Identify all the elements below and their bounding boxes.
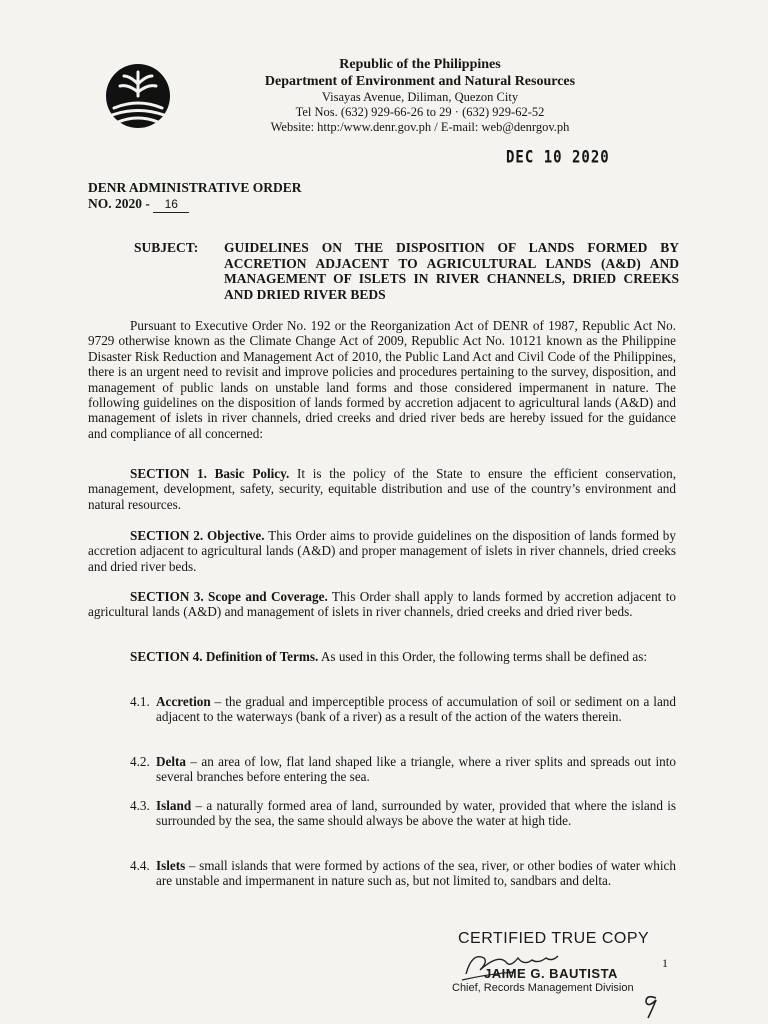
- handwritten-initial-icon: [640, 992, 662, 1020]
- certified-true-copy-stamp: [452, 930, 688, 994]
- section-heading: SECTION 3. Scope and Coverage.: [130, 589, 328, 604]
- term-name: Delta: [156, 754, 187, 769]
- order-title: DENR ADMINISTRATIVE ORDER: [88, 180, 302, 195]
- section-heading: SECTION 2. Objective.: [130, 528, 265, 543]
- term-definition: – the gradual and imperceptible process of accumulation of soil or sediment on a land adjacent to the waterways (bank of a river) as a result of the action of the waters therein.: [156, 694, 676, 725]
- section-text: This Order aims to provide guidelines on the disposition of lands formed by accretion adjacent to agricultural lands (A&D) and proper management of islets in river channels, dried creeks and dried river beds.: [88, 528, 676, 574]
- certifier-name: JAIME G. BAUTISTA: [484, 966, 618, 981]
- section-text: As used in this Order, the following terms shall be defined as:: [318, 649, 648, 664]
- order-heading: [88, 180, 302, 213]
- term-number: 4.3.: [130, 798, 150, 813]
- term-name: Island: [156, 798, 192, 813]
- section-text: This Order shall apply to lands formed by accretion adjacent to agricultural lands (A&D) and management of islets in river channels, dried creeks and dried river beds.: [88, 589, 676, 620]
- order-number: [88, 196, 302, 213]
- order-number-prefix: NO. 2020 -: [88, 196, 154, 211]
- term-item: [130, 694, 676, 725]
- certifier-role: Chief, Records Management Division: [452, 982, 634, 994]
- term-item: [130, 858, 676, 889]
- page-number: 1: [662, 956, 668, 970]
- section-4: [88, 649, 676, 664]
- order-number-value: 16: [153, 196, 189, 213]
- section-2: [88, 528, 676, 574]
- term-definition: – a naturally formed area of land, surrounded by water, provided that where the island is surrounded by the sea, the same should always be above the water at high tide.: [156, 798, 676, 829]
- term-item: [130, 754, 676, 785]
- letterhead-republic: Republic of the Philippines: [339, 57, 501, 72]
- term-number: 4.4.: [130, 858, 150, 873]
- denr-logo-icon: [104, 62, 172, 130]
- term-definition: – an area of low, flat land shaped like a triangle, where a river splits and spreads out into several branches before entering the sea.: [156, 754, 676, 785]
- section-text: It is the policy of the State to ensure the efficient conservation, management, development, safety, security, equitable distribution and use of the country’s environment and natural resources.: [88, 466, 676, 512]
- section-3: [88, 589, 676, 620]
- letterhead-tel: Tel Nos. (632) 929-66-26 to 29 · (632) 929-62-52: [295, 105, 545, 119]
- term-item: [130, 798, 676, 829]
- preamble-paragraph: Pursuant to Executive Order No. 192 or the Reorganization Act of DENR of 1987, Republic Act No. 9729 otherwise known as the Climate Change Act of 2009, Republic Act No. 10121 known as the Philippine Disaster Risk Reduction and Management Act of 2010, the Public Land Act and Civil Code of the Philippines, there is an urgent need to revisit and improve policies and procedures pertaining to the survey, disposition, and management of public lands on unstable land forms and those considered impermanent in nature. The following guidelines on the disposition of lands formed by accretion adjacent to agricultural lands (A&D) and management of islets in river channels, dried creeks and dried river beds are hereby issued for the guidance and compliance of all concerned:: [88, 318, 676, 441]
- term-name: Islets: [156, 858, 186, 873]
- section-heading: SECTION 1. Basic Policy.: [130, 466, 290, 481]
- section-1: [88, 466, 676, 512]
- term-number: 4.1.: [130, 694, 150, 709]
- term-definition: – small islands that were formed by actions of the sea, river, or other bodies of water which are unstable and impermanent in nature such as, but not limited to, sandbars and delta.: [156, 858, 676, 889]
- date-stamp: DEC 10 2020: [506, 148, 610, 168]
- letterhead-web: Website: http:/www.denr.gov.ph / E-mail: web@denrgov.ph: [270, 120, 570, 134]
- term-name: Accretion: [156, 694, 211, 709]
- subject-label: SUBJECT:: [134, 240, 199, 255]
- letterhead-department: Department of Environment and Natural Resources: [264, 74, 576, 89]
- subject-text: GUIDELINES ON THE DISPOSITION OF LANDS FORMED BY ACCRETION ADJACENT TO AGRICULTURAL LANDS (A&D) AND MANAGEMENT OF ISLETS IN RIVER CHANNELS, DRIED CREEKS AND DRIED RIVER BEDS: [224, 240, 679, 302]
- letterhead-address: Visayas Avenue, Diliman, Quezon City: [321, 90, 519, 104]
- certified-title: CERTIFIED TRUE COPY: [458, 930, 650, 947]
- term-number: 4.2.: [130, 754, 150, 769]
- letterhead: [230, 56, 610, 135]
- section-heading: SECTION 4. Definition of Terms.: [130, 649, 319, 664]
